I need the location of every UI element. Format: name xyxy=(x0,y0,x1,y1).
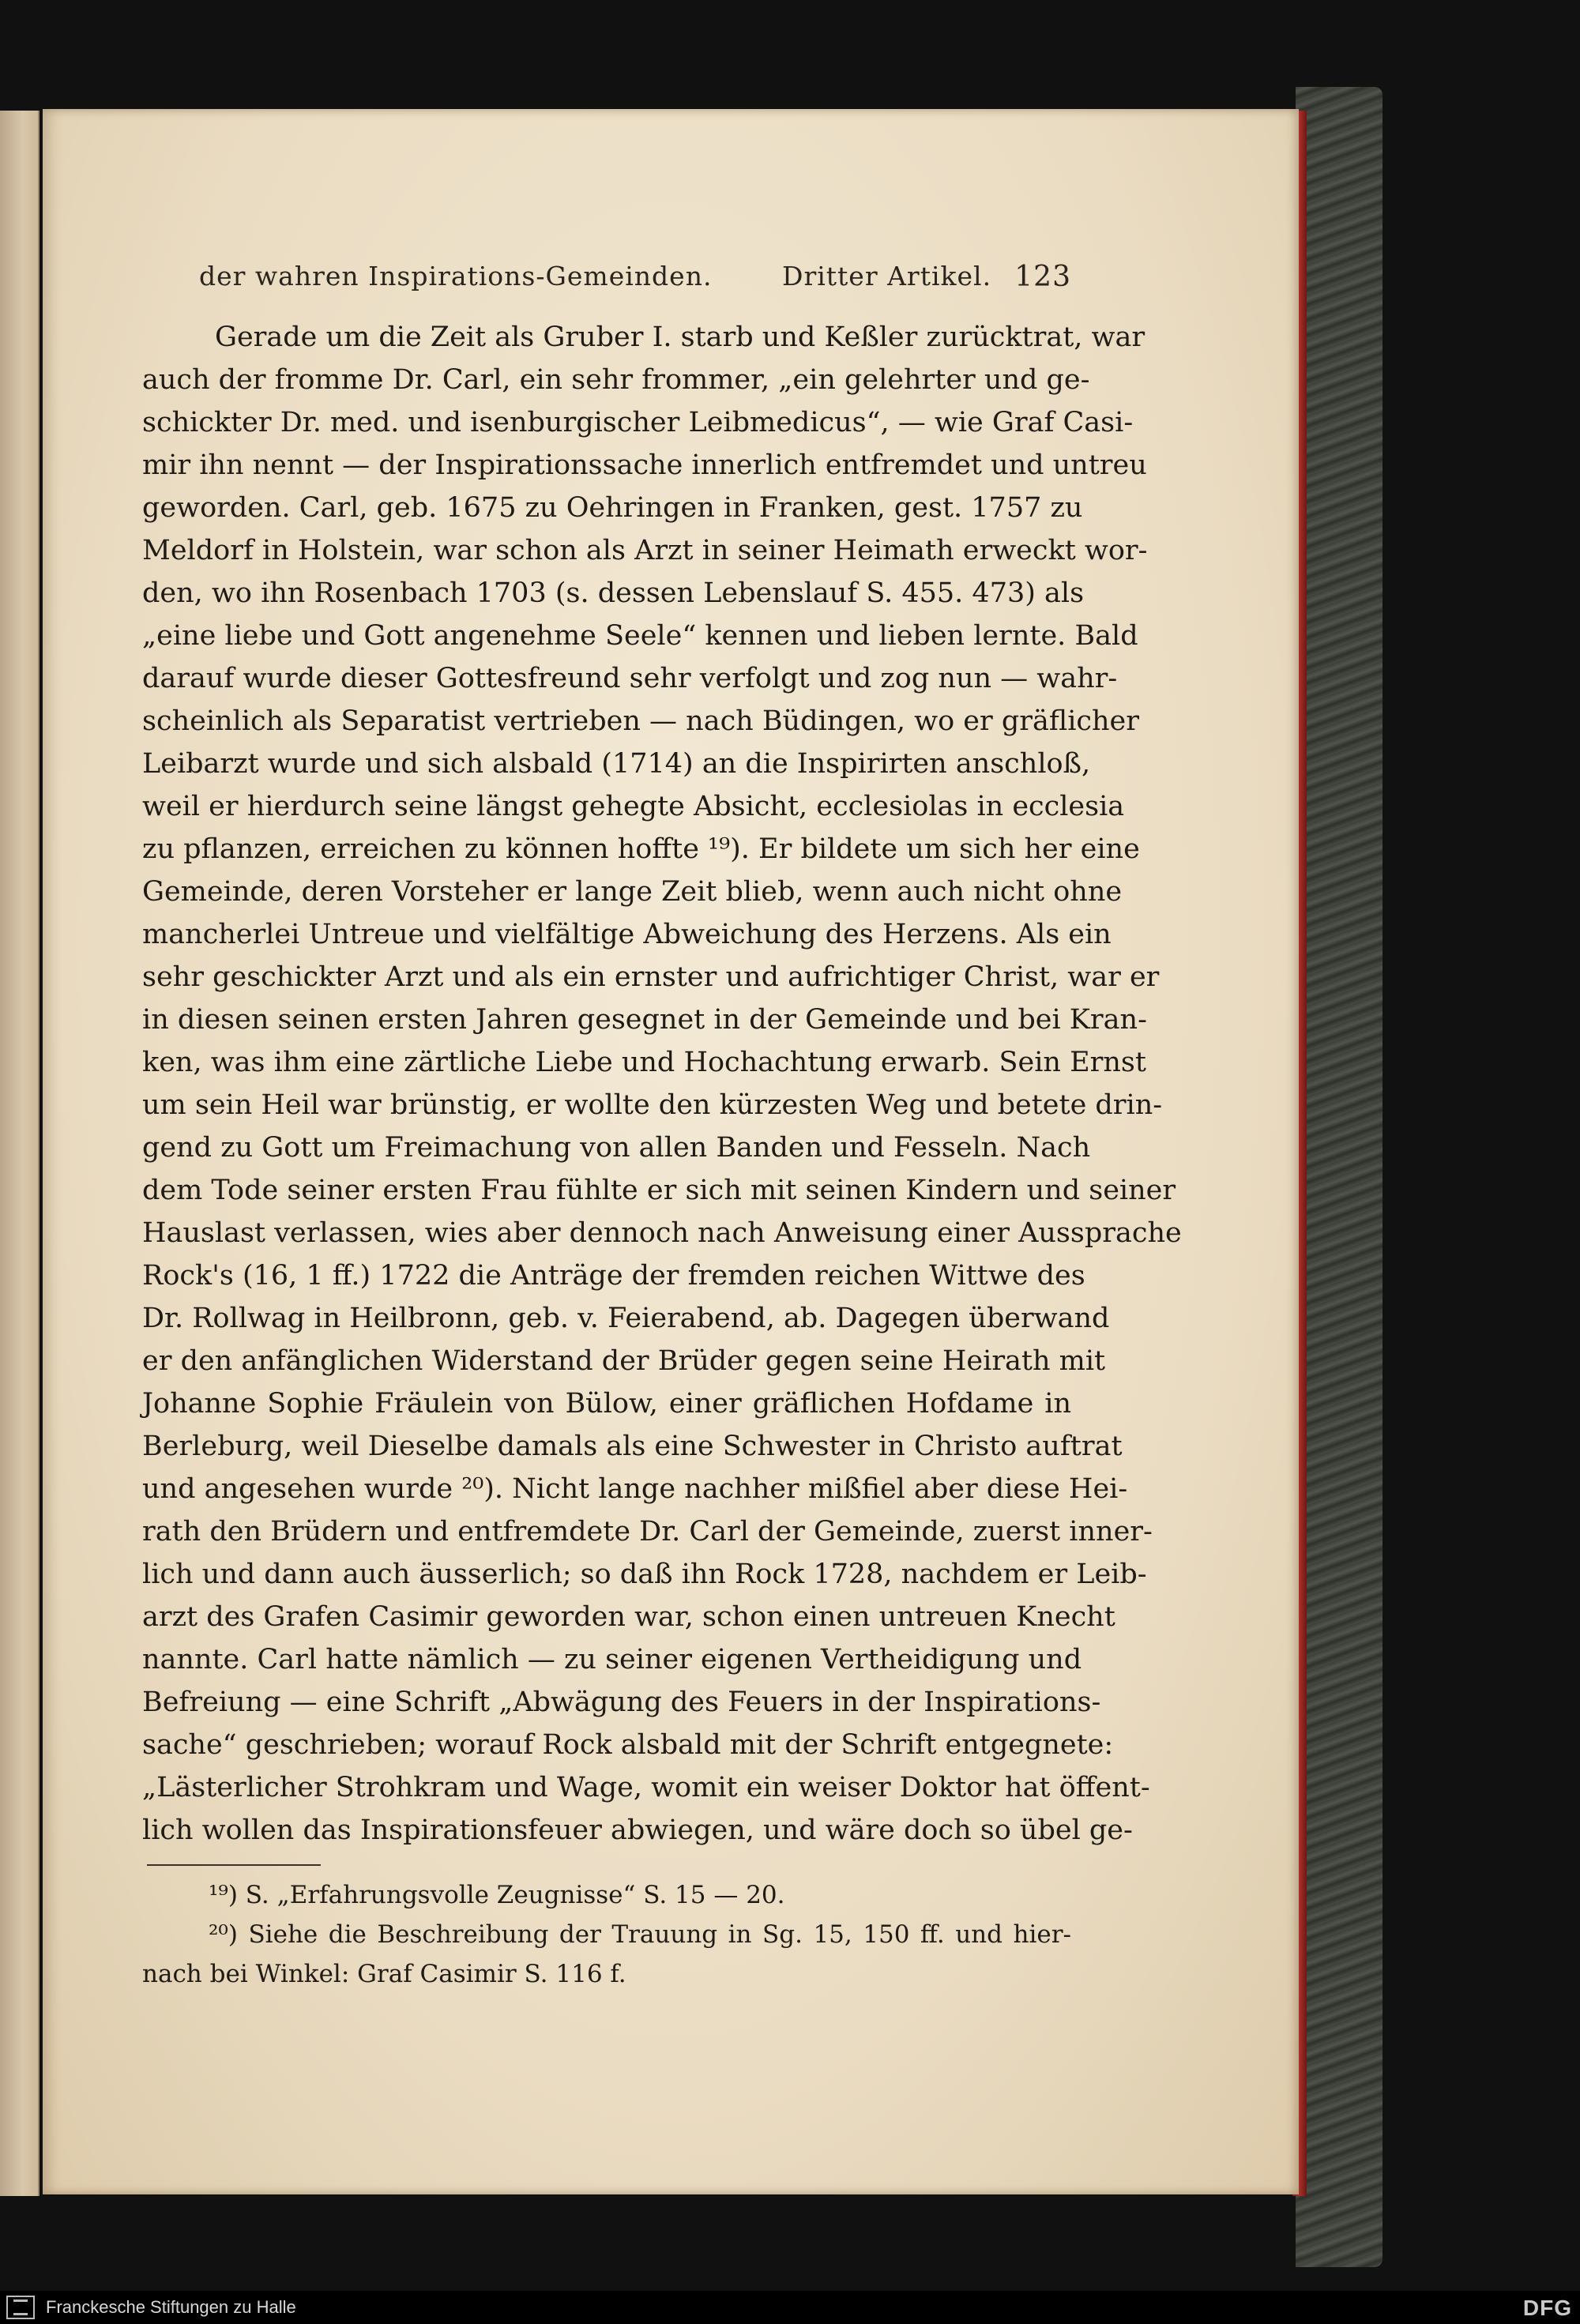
body-line: zu pflanzen, erreichen zu können hoffte ¹⁹). Er bildete um sich her eine xyxy=(142,833,1140,865)
footnote-19: ¹⁹) S. „Erfahrungsvolle Zeugnisse“ S. 15 — 20. xyxy=(209,1881,785,1909)
body-line: sehr geschickter Arzt und als ein ernster und aufrichtiger Christ, war er xyxy=(142,961,1160,993)
body-line: den, wo ihn Rosenbach 1703 (s. dessen Lebenslauf S. 455. 473) als xyxy=(142,577,1085,609)
footnote-20: ²⁰) Siehe die Beschreibung der Trauung in Sg. 15, 150 ff. und hier- xyxy=(209,1920,1071,1949)
dfg-logo: DFG xyxy=(1522,2296,1572,2320)
footnote-20-continuation: nach bei Winkel: Graf Casimir S. 116 f. xyxy=(142,1960,626,1988)
body-line: Dr. Rollwag in Heilbronn, geb. v. Feierabend, ab. Dagegen überwand xyxy=(142,1303,1110,1334)
body-line: „Lästerlicher Strohkram und Wage, womit ein weiser Doktor hat öffent- xyxy=(142,1772,1150,1803)
body-line: und angesehen wurde ²⁰). Nicht lange nachher mißfiel aber diese Hei- xyxy=(142,1473,1128,1505)
body-line: dem Tode seiner ersten Frau fühlte er sich mit seinen Kindern und seiner xyxy=(142,1175,1176,1206)
body-line: sache“ geschrieben; worauf Rock alsbald mit der Schrift entgegnete: xyxy=(142,1729,1114,1761)
body-line: Befreiung — eine Schrift „Abwägung des Feuers in der Inspirations- xyxy=(142,1687,1101,1718)
institution-name: Franckesche Stiftungen zu Halle xyxy=(46,2297,296,2317)
body-line: ken, was ihm eine zärtliche Liebe und Hochachtung erwarb. Sein Ernst xyxy=(142,1047,1146,1078)
running-head-article: Dritter Artikel. xyxy=(782,261,992,291)
body-line: Leibarzt wurde und sich alsbald (1714) an die Inspirirten anschloß, xyxy=(142,748,1091,780)
institution-logo-icon xyxy=(6,2296,35,2319)
body-line: auch der fromme Dr. Carl, ein sehr frommer, „ein gelehrter und ge- xyxy=(142,364,1090,396)
body-line: mir ihn nennt — der Inspirationssache innerlich entfremdet und untreu xyxy=(142,449,1147,481)
body-line: mancherlei Untreue und vielfältige Abweichung des Herzens. Als ein xyxy=(142,919,1112,950)
body-line: scheinlich als Separatist vertrieben — nach Büdingen, wo er gräflicher xyxy=(142,705,1139,737)
body-line: geworden. Carl, geb. 1675 zu Oehringen in Franken, gest. 1757 zu xyxy=(142,492,1083,524)
body-line: um sein Heil war brünstig, er wollte den kürzesten Weg und betete drin- xyxy=(142,1089,1163,1121)
body-line: gend zu Gott um Freimachung von allen Banden und Fesseln. Nach xyxy=(142,1132,1091,1164)
body-line: Gerade um die Zeit als Gruber I. starb und Keßler zurücktrat, war xyxy=(215,322,1146,353)
body-line: darauf wurde dieser Gottesfreund sehr verfolgt und zog nun — wahr- xyxy=(142,663,1118,694)
body-line: rath den Brüdern und entfremdete Dr. Carl der Gemeinde, zuerst inner- xyxy=(142,1516,1153,1547)
footnote-rule xyxy=(147,1864,321,1866)
body-text xyxy=(142,316,1182,1852)
body-line: Rock's (16, 1 ff.) 1722 die Anträge der fremden reichen Wittwe des xyxy=(142,1260,1085,1292)
body-line: lich wollen das Inspirationsfeuer abwiegen, und wäre doch so übel ge- xyxy=(142,1814,1133,1846)
body-line: arzt des Grafen Casimir geworden war, schon einen untreuen Knecht xyxy=(142,1601,1115,1633)
running-head xyxy=(199,261,1071,295)
body-line: weil er hierdurch seine längst gehegte Absicht, ecclesiolas in ecclesia xyxy=(142,791,1125,822)
body-line: Johanne Sophie Fräulein von Bülow, einer gräflichen Hofdame in xyxy=(142,1388,1071,1420)
body-line: lich und dann auch äusserlich; so daß ihn Rock 1728, nachdem er Leib- xyxy=(142,1559,1147,1590)
body-line: Berleburg, weil Dieselbe damals als eine Schwester in Christo auftrat xyxy=(142,1431,1123,1462)
body-line: Hauslast verlassen, wies aber dennoch nach Anweisung einer Aussprache xyxy=(142,1217,1182,1249)
body-line: Meldorf in Holstein, war schon als Arzt in seiner Heimath erweckt wor- xyxy=(142,535,1148,566)
body-line: in diesen seinen ersten Jahren gesegnet in der Gemeinde und bei Kran- xyxy=(142,1004,1147,1036)
body-line: schickter Dr. med. und isenburgischer Leibmedicus“, — wie Graf Casi- xyxy=(142,407,1134,438)
body-line: er den anfänglichen Widerstand der Brüder gegen seine Heirath mit xyxy=(142,1345,1106,1377)
page-number: 123 xyxy=(1014,261,1071,293)
book-cover xyxy=(1296,87,1382,2267)
left-page-edge xyxy=(0,111,40,2196)
footer-bar xyxy=(0,2291,1580,2324)
footnotes xyxy=(142,1875,1071,1994)
running-head-title: der wahren Inspirations-Gemeinden. xyxy=(199,261,713,291)
body-line: „eine liebe und Gott angenehme Seele“ kennen und lieben lernte. Bald xyxy=(142,620,1138,652)
body-line: Gemeinde, deren Vorsteher er lange Zeit blieb, wenn auch nicht ohne xyxy=(142,876,1123,908)
body-line: nannte. Carl hatte nämlich — zu seiner eigenen Vertheidigung und xyxy=(142,1644,1082,1675)
